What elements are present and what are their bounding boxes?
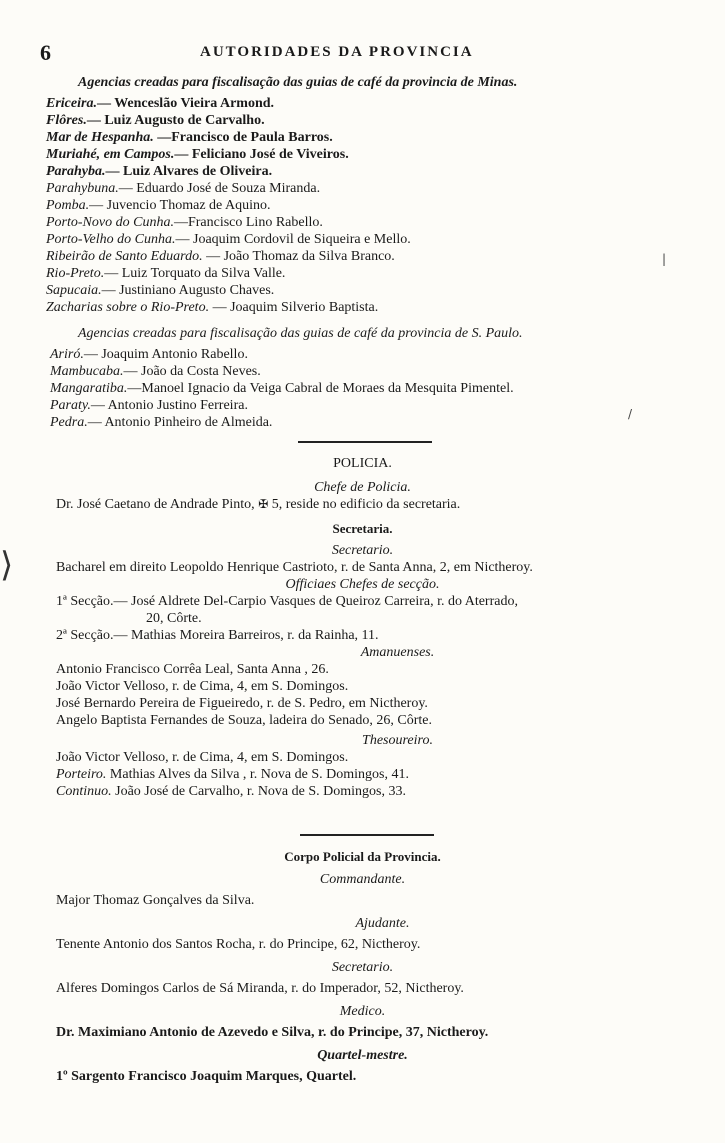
section-divider [300, 834, 434, 836]
paulo-list [50, 346, 695, 431]
subheading: Amanuenses. [360, 645, 435, 660]
list-item: Ariró.— Joaquim Antonio Rabello. [50, 347, 248, 362]
commandante-line: Major Thomaz Gonçalves da Silva. [56, 893, 255, 908]
subheading: Ajudante. [355, 916, 410, 931]
list-item: Porto-Novo do Cunha.—Francisco Lino Rabello. [46, 215, 323, 230]
corpo-section [46, 848, 679, 1085]
continuo-line: Continuo. João José de Carvalho, r. Nova de S. Domingos, 33. [56, 784, 406, 799]
list-item: Pomba.— Juvencio Thomaz de Aquino. [46, 198, 271, 213]
quartel-line: 1º Sargento Francisco Joaquim Marques, Quartel. [56, 1069, 357, 1084]
minas-heading: Agencias creadas para fiscalisação das guias de café da provincia de Minas. [78, 75, 518, 90]
list-item: Flôres.— Luiz Augusto de Carvalho. [46, 113, 265, 128]
section-divider [298, 441, 432, 443]
page-number: 6 [40, 40, 51, 65]
list-item: Sapucaia.— Justiniano Augusto Chaves. [46, 283, 275, 298]
list-item: Rio-Preto.— Luiz Torquato da Silva Valle. [46, 266, 286, 281]
page-header [40, 40, 685, 64]
list-item: Parahybuna.— Eduardo José de Souza Miranda. [46, 181, 321, 196]
list-item: Mar de Hespanha. —Francisco de Paula Barros. [46, 130, 333, 145]
list-item: Angelo Baptista Fernandes de Souza, ladeira do Senado, 26, Côrte. [56, 713, 432, 728]
seccao1-line: 1ª Secção.— José Aldrete Del-Carpio Vasques de Queiroz Carreira, r. do Aterrado, [56, 594, 518, 609]
subheading: Secretario. [331, 960, 394, 975]
section-title: POLICIA. [333, 456, 392, 471]
seccao2-line: 2ª Secção.— Mathias Moreira Barreiros, r. da Rainha, 11. [56, 628, 379, 643]
list-item: Zacharias sobre o Rio-Preto. — Joaquim Silverio Baptista. [46, 300, 379, 315]
subheading: Chefe de Policia. [314, 480, 411, 495]
minas-list [46, 95, 695, 316]
subheading: Secretaria. [332, 521, 393, 536]
thesoureiro-line: João Victor Velloso, r. de Cima, 4, em S. Domingos. [56, 750, 349, 765]
porteiro-line: Porteiro. Mathias Alves da Silva , r. Nova de S. Domingos, 41. [56, 767, 409, 782]
list-item: Muriahé, em Campos.— Feliciano José de Viveiros. [46, 147, 349, 162]
subheading: Commandante. [319, 872, 406, 887]
medico-line: Dr. Maximiano Antonio de Azevedo e Silva, r. do Principe, 37, Nictheroy. [56, 1025, 489, 1040]
list-item: João Victor Velloso, r. de Cima, 4, em S. Domingos. [56, 679, 349, 694]
secretario-line: Bacharel em direito Leopoldo Henrique Castrioto, r. de Santa Anna, 2, em Nictheroy. [56, 560, 533, 575]
secretario-line: Alferes Domingos Carlos de Sá Miranda, r. do Imperador, 52, Nictheroy. [56, 981, 464, 996]
speck-icon: / [628, 407, 633, 421]
list-item: Mangaratiba.—Manoel Ignacio da Veiga Cabral de Moraes da Mesquita Pimentel. [50, 381, 514, 396]
list-item: Mambucaba.— João da Costa Neves. [50, 364, 261, 379]
list-item: Pedra.— Antonio Pinheiro de Almeida. [50, 415, 273, 430]
list-item: Paraty.— Antonio Justino Ferreira. [50, 398, 248, 413]
order-of-the-rose-icon: ✠ [258, 497, 269, 511]
running-title: AUTORIDADES DA PROVINCIA [200, 44, 474, 60]
subheading: Officiaes Chefes de secção. [285, 577, 440, 592]
subheading: Medico. [339, 1004, 386, 1019]
list-item: Ericeira.— Wenceslão Vieira Armond. [46, 96, 275, 111]
subheading: Thesoureiro. [362, 733, 433, 748]
list-item: Ribeirão de Santo Eduardo. — João Thomaz da Silva Branco. [46, 249, 395, 264]
list-item: Antonio Francisco Corrêa Leal, Santa Anna , 26. [56, 662, 329, 677]
seccao1-line-cont: 20, Côrte. [146, 611, 202, 626]
section-title: Corpo Policial da Provincia. [284, 849, 441, 864]
binding-mark-icon: ⟩ [0, 545, 14, 585]
list-item: José Bernardo Pereira de Figueiredo, r. de S. Pedro, em Nictheroy. [56, 696, 428, 711]
chefe-line: Dr. José Caetano de Andrade Pinto, ✠ 5, reside no edificio da secretaria. [56, 497, 461, 512]
speck-icon: | [662, 252, 667, 266]
list-item: Porto-Velho do Cunha.— Joaquim Cordovil de Siqueira e Mello. [46, 232, 411, 247]
list-item: Parahyba.— Luiz Alvares de Oliveira. [46, 164, 273, 179]
ajudante-line: Tenente Antonio dos Santos Rocha, r. do Principe, 62, Nictheroy. [56, 937, 421, 952]
subheading: Secretario. [331, 543, 394, 558]
paulo-heading: Agencias creadas para fiscalisação das guias de café da provincia de S. Paulo. [78, 326, 523, 341]
policia-section [46, 455, 679, 800]
subheading: Quartel-mestre. [317, 1048, 408, 1063]
